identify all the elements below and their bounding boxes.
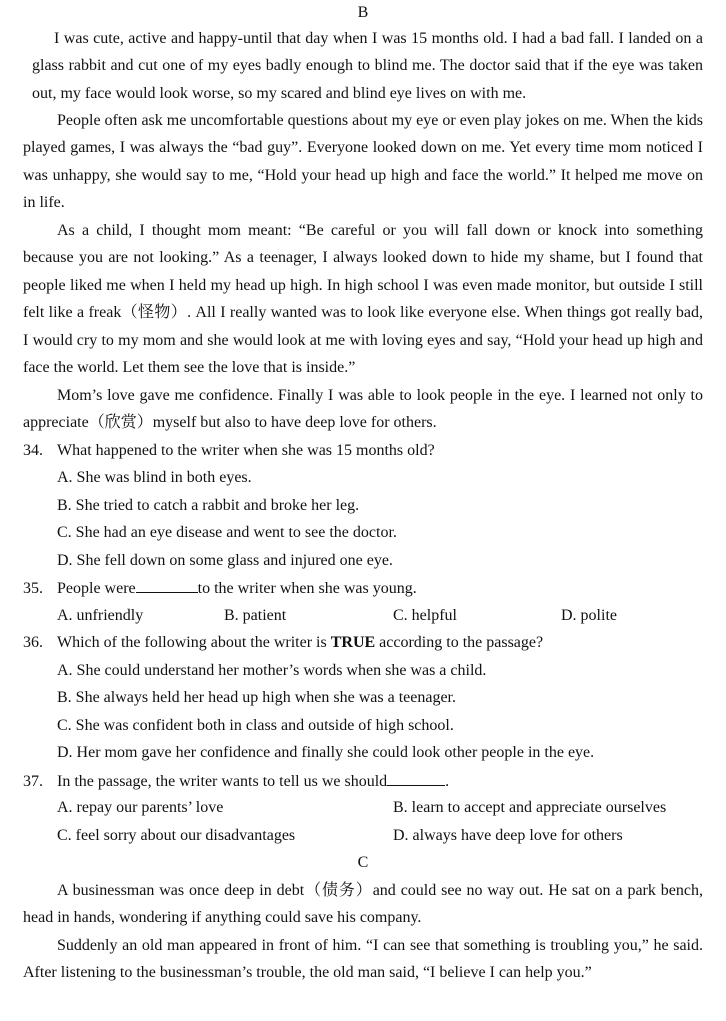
option-37-c: C. feel sorry about our disadvantages (57, 827, 296, 844)
question-number: 36. (23, 634, 43, 651)
question-stem-after: . (445, 773, 450, 790)
option-36-d: D. Her mom gave her confidence and finally she could look other people in the eye. (57, 744, 595, 761)
question-number: 34. (23, 442, 43, 459)
option-36-a: A. She could understand her mother’s words when she was a child. (57, 662, 487, 679)
option-34-b: B. She tried to catch a rabbit and broke her leg. (57, 497, 360, 514)
option-37-a: A. repay our parents’ love (57, 799, 224, 816)
question-34 (23, 441, 703, 461)
question-stem-after: according to the passage? (375, 634, 544, 651)
question-stem-before: In the passage, the writer wants to tell us we should (57, 773, 388, 790)
option-34-c: C. She had an eye disease and went to see the doctor. (57, 524, 397, 541)
answer-blank (136, 578, 198, 593)
question-stem-after: to the writer when she was young. (197, 580, 417, 597)
question-stem: What happened to the writer when she was 15 months old? (57, 442, 435, 459)
passage-b-paragraph-4: Mom’s love gave me confidence. Finally I was able to look people in the eye. I learned not only to appreciate（欣赏）myself but also to have deep love for others. (23, 387, 703, 432)
option-35-c: C. helpful (393, 607, 457, 624)
section-c-heading: C (357, 854, 369, 871)
question-36 (23, 633, 703, 653)
question-stem-before: People were (57, 580, 136, 597)
passage-b-paragraph-3: As a child, I thought mom meant: “Be careful or you will fall down or knock into something because you are not looking.” As a teenager, I always looked down to hide my shame, but I found that people liked me when I held my head up high. In high school I was even made monitor, but outside I still felt like a freak（怪物）. All I really wanted was to look like everyone else. When things got really bad, I would cry to my mom and she would look at me with loving eyes and say, “Hold your head up high and face the world. Let them see the love that is inside.” (23, 222, 703, 377)
question-number: 35. (23, 580, 43, 597)
passage-b-paragraph-1: I was cute, active and happy-until that day when I was 15 months old. I had a bad fall. I landed on a glass rabbit and cut one of my eyes badly enough to blind me. The doctor said that if the eye was taken out, my face would look worse, so my scared and blind eye lives on with me. (32, 30, 703, 102)
option-37-b: B. learn to accept and appreciate ourselves (393, 799, 667, 816)
question-stem-emphasis: TRUE (330, 634, 376, 651)
question-number: 37. (23, 773, 43, 790)
option-34-d: D. She fell down on some glass and injured one eye. (57, 552, 393, 569)
passage-c-paragraph-1: A businessman was once deep in debt（债务）and could see no way out. He sat on a park bench, head in hands, wondering if anything could save his company. (23, 882, 703, 927)
option-35-b: B. patient (224, 607, 287, 624)
option-36-b: B. She always held her head up high when she was a teenager. (57, 689, 456, 706)
option-37-d: D. always have deep love for others (393, 827, 623, 844)
option-35-a: A. unfriendly (57, 607, 144, 624)
passage-c-paragraph-2: Suddenly an old man appeared in front of him. “I can see that something is troubling you,” he said. After listening to the businessman’s trouble, the old man said, “I believe I can help you.” (23, 937, 703, 982)
option-36-c: C. She was confident both in class and outside of high school. (57, 717, 454, 734)
passage-b-paragraph-2: People often ask me uncomfortable questions about my eye or even play jokes on me. When the kids played games, I was always the “bad guy”. Everyone looked down on me. Yet every time mom noticed I was unhappy, she would say to me, “Hold your head up high and face the world.” It helped me move on in life. (23, 112, 703, 212)
question-35 (23, 578, 703, 599)
option-35-d: D. polite (561, 607, 617, 624)
question-37 (23, 771, 703, 792)
answer-blank (387, 771, 445, 786)
option-34-a: A. She was blind in both eyes. (57, 469, 252, 486)
question-stem-before: Which of the following about the writer is (57, 634, 331, 651)
section-b-heading: B (357, 4, 369, 21)
